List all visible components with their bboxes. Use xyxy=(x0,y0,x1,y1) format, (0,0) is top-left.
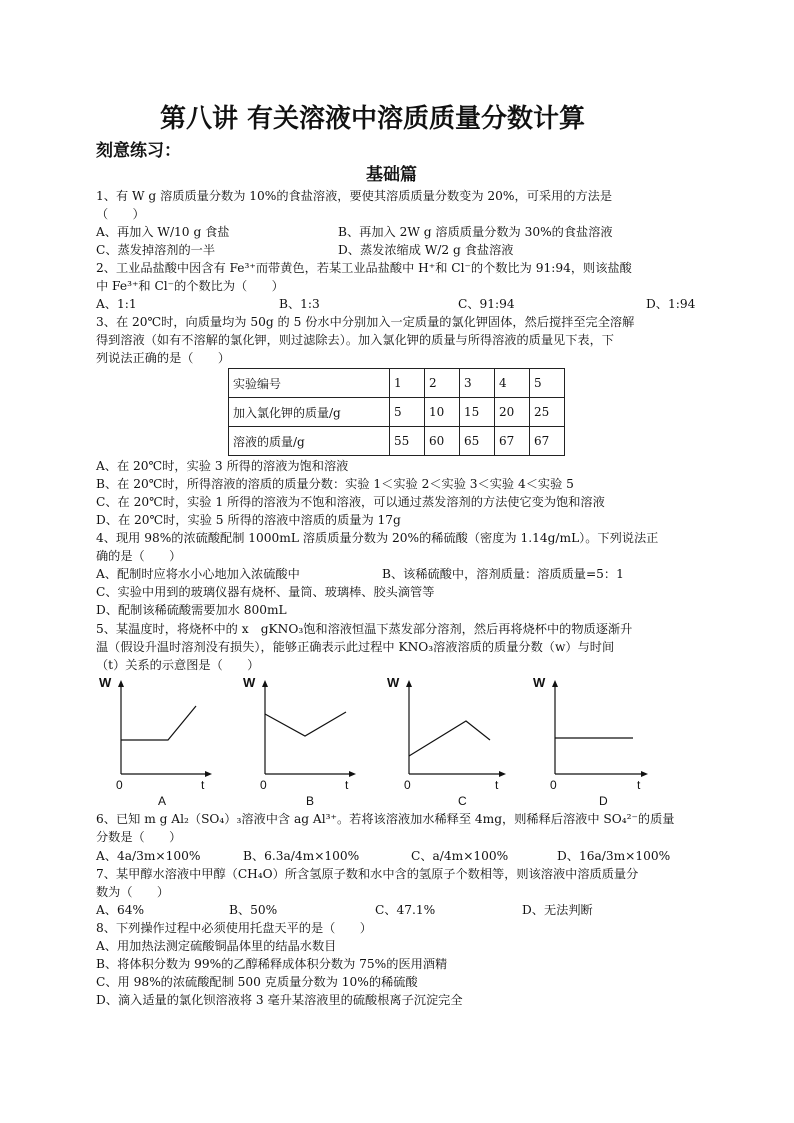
table-cell: 加入氯化钾的质量/g xyxy=(229,398,390,427)
table-cell: 67 xyxy=(495,427,530,456)
experiment-table xyxy=(228,368,565,456)
x-label: t xyxy=(495,778,499,792)
y-axis-arrow xyxy=(552,680,558,687)
q7-option-c: C、47.1% xyxy=(375,903,436,917)
y-axis-arrow xyxy=(262,680,268,687)
q2-line1: 2、工业品盐酸中因含有 Fe³⁺而带黄色，若某工业品盐酸中 H⁺和 Cl⁻的个数比为 91:94，则该盐酸 xyxy=(96,261,632,275)
graph-d-plot xyxy=(530,674,654,784)
section-heading: 基础篇 xyxy=(366,165,417,185)
table-cell: 3 xyxy=(460,369,495,398)
q7-option-b: B、50% xyxy=(229,903,278,917)
q1-stem: 1、有 W g 溶质质量分数为 10%的食盐溶液，要使其溶质质量分数变为 20%，可采用的方法是 xyxy=(96,189,613,203)
q4-line1: 4、现用 98%的浓硫酸配制 1000mL 溶质质量分数为 20%的稀硫酸（密度为 1.14g/mL）。下列说法正 xyxy=(96,531,659,545)
q6-option-a: A、4a/3m×100% xyxy=(96,849,201,863)
subtitle: 刻意练习： xyxy=(96,141,181,161)
x-axis-arrow xyxy=(641,771,648,777)
q6-option-c: C、a/4m×100% xyxy=(411,849,509,863)
x-label: t xyxy=(637,778,641,792)
q5-line2: 温（假设升温时溶剂没有损失），能够正确表示此过程中 KNO₃溶液溶质的质量分数（w）与时间 xyxy=(96,640,615,654)
q8-option-d: D、滴入适量的氯化钡溶液将 3 毫升某溶液里的硫酸根离子沉淀完全 xyxy=(96,993,463,1007)
origin-label: 0 xyxy=(404,778,411,792)
origin-label: 0 xyxy=(550,778,557,792)
table-cell: 溶液的质量/g xyxy=(229,427,390,456)
graph-a xyxy=(96,674,216,806)
q4-option-a: A、配制时应将水小心地加入浓硫酸中 xyxy=(96,567,300,581)
table-cell: 55 xyxy=(390,427,425,456)
q1-option-a: A、再加入 W/10 g 食盐 xyxy=(96,225,230,239)
q3-option-c: C、在 20℃时，实验 1 所得的溶液为不饱和溶液，可以通过蒸发溶剂的方法使它变为饱和溶液 xyxy=(96,495,605,509)
table-cell: 实验编号 xyxy=(229,369,390,398)
q8-option-a: A、用加热法测定硫酸铜晶体里的结晶水数目 xyxy=(96,939,337,953)
q6-line1: 6、已知 m g Al₂（SO₄）₃溶液中含 ag Al³⁺。若将该溶液加水稀释至 4mg，则稀释后溶液中 SO₄²⁻的质量 xyxy=(96,812,675,826)
y-label: W xyxy=(533,675,546,690)
q6-line2: 分数是（ ） xyxy=(96,830,182,844)
q2-option-c: C、91:94 xyxy=(458,297,515,311)
q4-option-c: C、实验中用到的玻璃仪器有烧杯、量筒、玻璃棒、胶头滴管等 xyxy=(96,585,435,599)
graph-caption: C xyxy=(458,794,467,808)
table-row xyxy=(229,398,565,427)
graph-d xyxy=(530,674,654,806)
graph-b xyxy=(240,674,360,806)
q3-line3: 列说法正确的是（ ） xyxy=(96,351,231,365)
x-axis-arrow xyxy=(205,771,212,777)
table-cell: 60 xyxy=(425,427,460,456)
y-label: W xyxy=(99,675,112,690)
graph-caption: B xyxy=(306,794,315,808)
graph-c-plot xyxy=(384,674,514,784)
q7-option-d: D、无法判断 xyxy=(522,903,593,917)
q7-line2: 数为（ ） xyxy=(96,885,170,899)
graph-caption: D xyxy=(599,794,608,808)
q6-option-b: B、6.3a/4m×100% xyxy=(243,849,360,863)
q7-option-a: A、64% xyxy=(96,903,145,917)
origin-label: 0 xyxy=(260,778,267,792)
q4-line2: 确的是（ ） xyxy=(96,549,182,563)
q4-option-d: D、配制该稀硫酸需要加水 800mL xyxy=(96,603,287,617)
table-cell: 10 xyxy=(425,398,460,427)
q5-line3: （t）关系的示意图是（ ） xyxy=(96,658,260,672)
x-axis-arrow xyxy=(499,771,506,777)
q7-line1: 7、某甲醇水溶液中甲醇（CH₄O）所含氢原子数和水中含的氢原子个数相等，则该溶液中溶质质量分 xyxy=(96,867,639,881)
graph-caption: A xyxy=(158,794,167,808)
table-cell: 25 xyxy=(530,398,565,427)
q8-option-b: B、将体积分数为 99%的乙醇稀释成体积分数为 75%的医用酒精 xyxy=(96,957,448,971)
table-row xyxy=(229,369,565,398)
y-label: W xyxy=(243,675,256,690)
graph-b-plot xyxy=(240,674,360,784)
table-row xyxy=(229,427,565,456)
q6-option-d: D、16a/3m×100% xyxy=(557,849,671,863)
curve xyxy=(265,712,346,736)
table-cell: 20 xyxy=(495,398,530,427)
q1-bracket: （ ） xyxy=(96,207,145,221)
table-cell: 67 xyxy=(530,427,565,456)
table-cell: 65 xyxy=(460,427,495,456)
table-cell: 15 xyxy=(460,398,495,427)
curve xyxy=(121,706,196,740)
table-cell: 1 xyxy=(390,369,425,398)
q3-line1: 3、在 20℃时，向质量均为 50g 的 5 份水中分别加入一定质量的氯化钾固体，然后搅拌至完全溶解 xyxy=(96,315,635,329)
x-label: t xyxy=(345,778,349,792)
y-axis-arrow xyxy=(118,680,124,687)
curve xyxy=(409,721,490,756)
y-axis-arrow xyxy=(406,680,412,687)
q1-option-d: D、蒸发浓缩成 W/2 g 食盐溶液 xyxy=(338,243,514,257)
q5-line1: 5、某温度时，将烧杯中的 x gKNO₃饱和溶液恒温下蒸发部分溶剂，然后再将烧杯中的物质逐渐升 xyxy=(96,622,633,636)
q8-option-c: C、用 98%的浓硫酸配制 500 克质量分数为 10%的稀硫酸 xyxy=(96,975,418,989)
q1-option-c: C、蒸发掉溶剂的一半 xyxy=(96,243,216,257)
q2-option-a: A、1:1 xyxy=(96,297,137,311)
table-cell: 4 xyxy=(495,369,530,398)
q3-option-b: B、在 20℃时，所得溶液的溶质的质量分数：实验 1＜实验 2＜实验 3＜实验 4＜实验 5 xyxy=(96,477,574,491)
q4-option-b: B、该稀硫酸中，溶剂质量：溶质质量=5：1 xyxy=(382,567,624,581)
graph-c xyxy=(384,674,514,806)
graph-a-plot xyxy=(96,674,216,784)
q8-line1: 8、下列操作过程中必须使用托盘天平的是（ ） xyxy=(96,921,372,935)
q2-line2: 中 Fe³⁺和 Cl⁻的个数比为（ ） xyxy=(96,279,284,293)
q2-option-b: B、1:3 xyxy=(279,297,320,311)
table-cell: 5 xyxy=(530,369,565,398)
origin-label: 0 xyxy=(116,778,123,792)
q3-option-a: A、在 20℃时，实验 3 所得的溶液为饱和溶液 xyxy=(96,459,349,473)
table-cell: 2 xyxy=(425,369,460,398)
table-cell: 5 xyxy=(390,398,425,427)
q2-option-d: D、1:94 xyxy=(646,297,696,311)
q3-line2: 得到溶液（如有不溶解的氯化钾，则过滤除去）。加入氯化钾的质量与所得溶液的质量见下表，下 xyxy=(96,333,614,347)
x-axis-arrow xyxy=(349,771,356,777)
y-label: W xyxy=(387,675,400,690)
x-label: t xyxy=(201,778,205,792)
q1-option-b: B、再加入 2W g 溶质质量分数为 30%的食盐溶液 xyxy=(338,225,613,239)
q3-option-d: D、在 20℃时，实验 5 所得的溶液中溶质的质量为 17g xyxy=(96,513,401,527)
page-title: 第八讲 有关溶液中溶质质量分数计算 xyxy=(160,104,586,134)
